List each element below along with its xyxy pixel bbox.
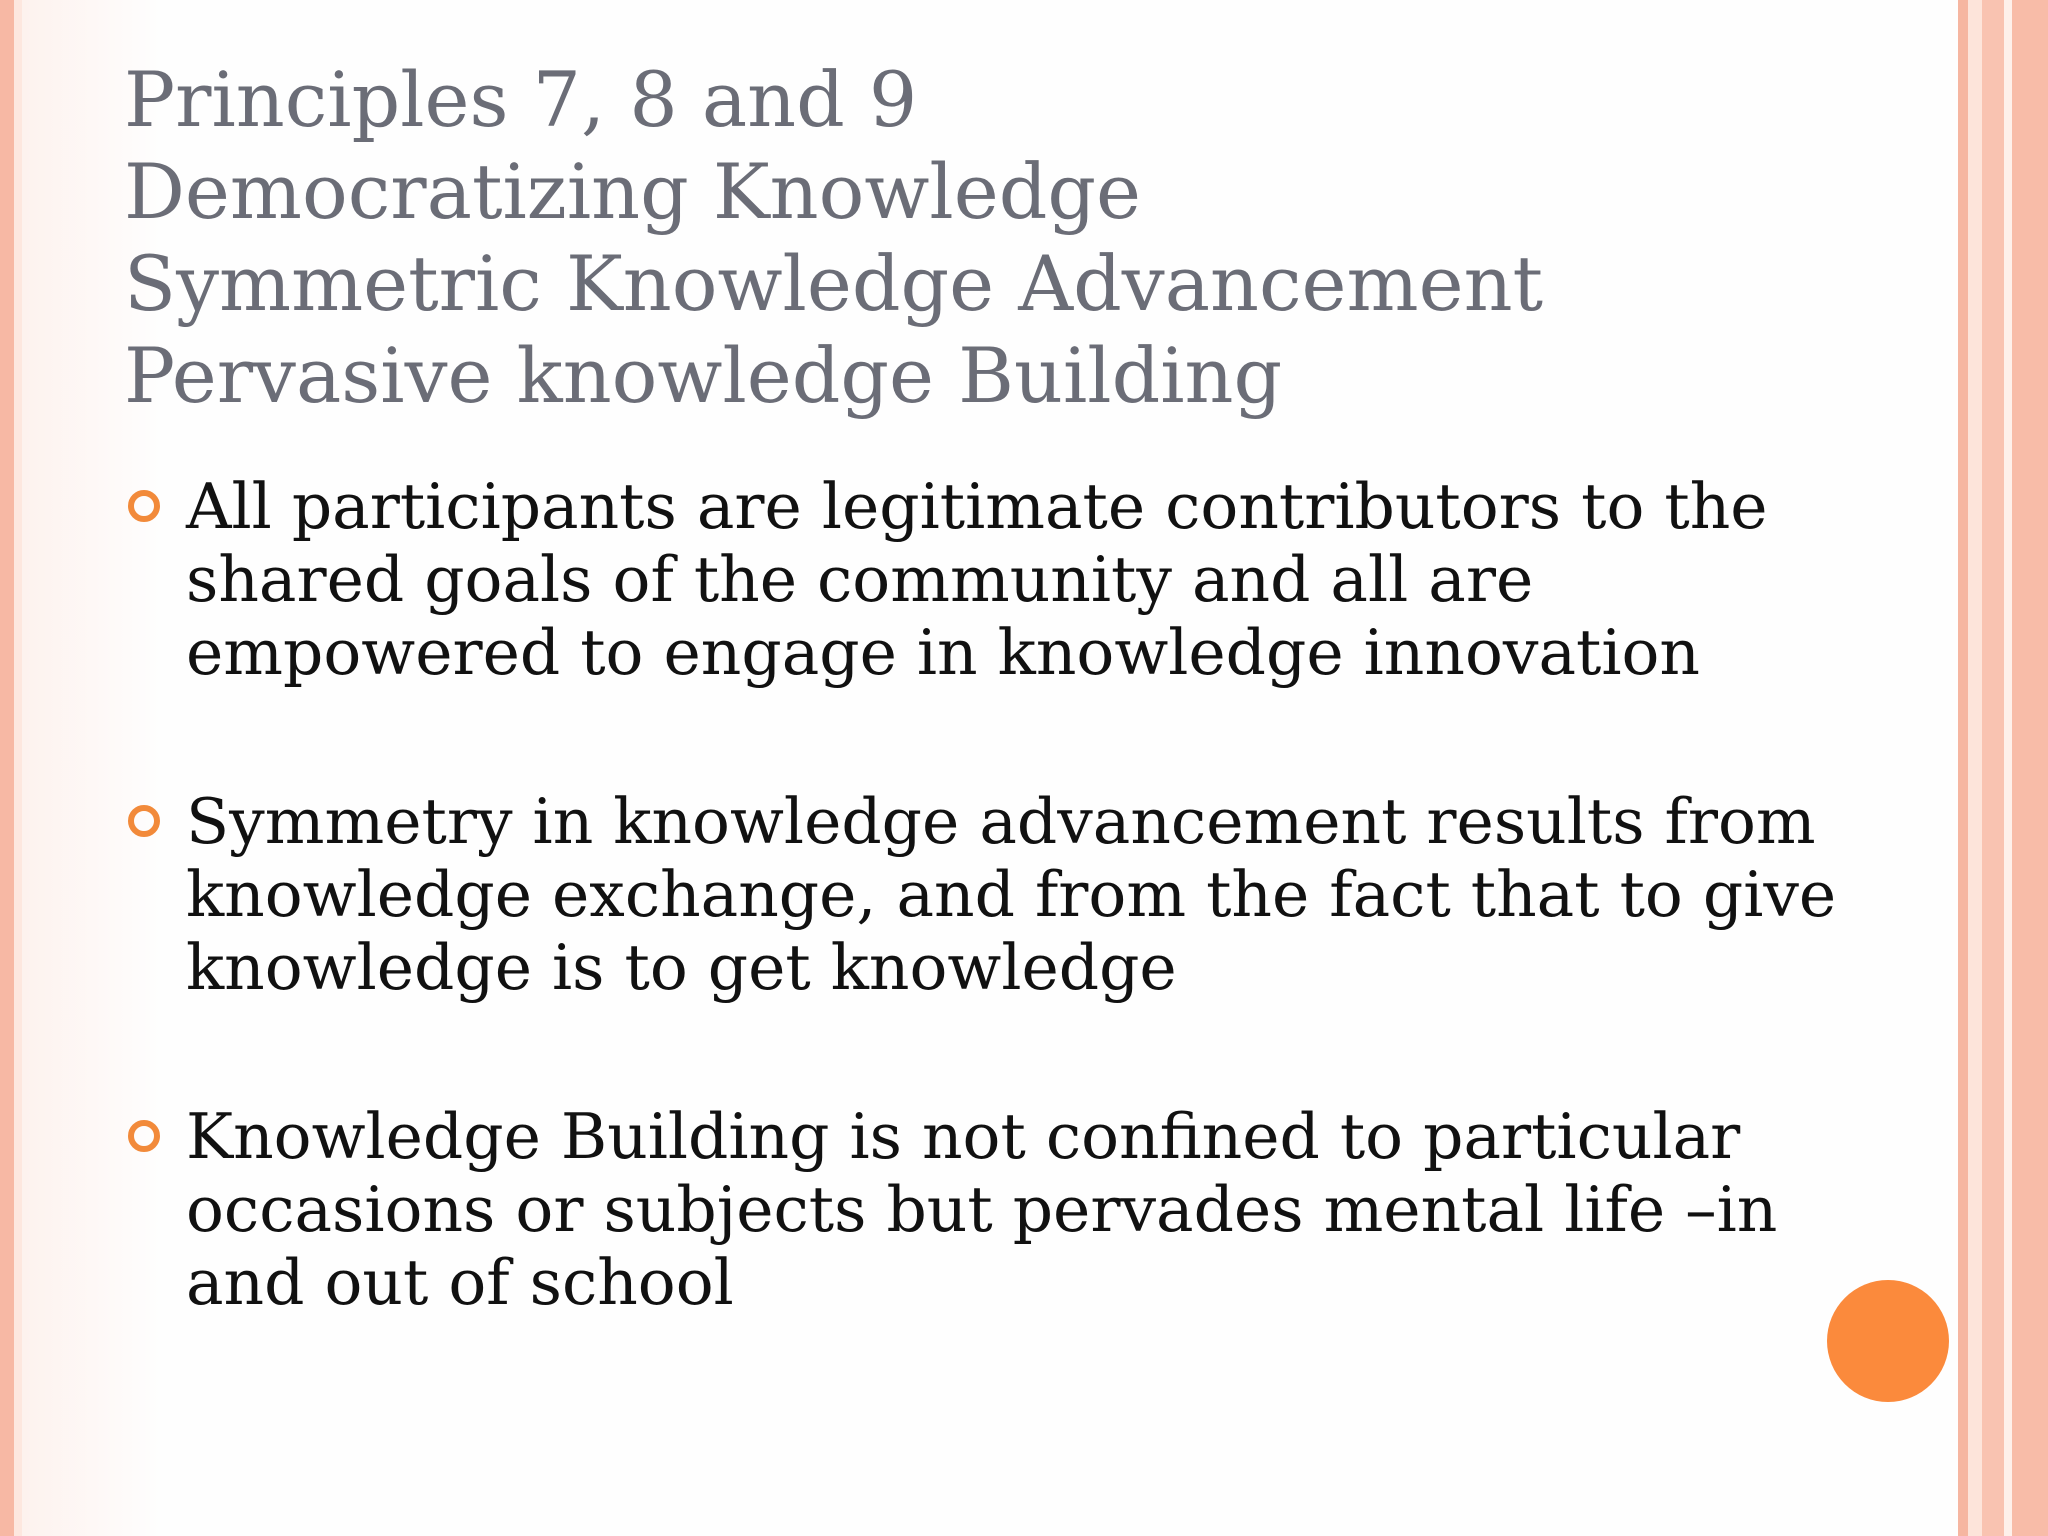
circle-ring-icon xyxy=(128,805,160,837)
circle-ring-icon xyxy=(128,1120,160,1152)
bullet-item-democratizing xyxy=(124,470,1844,689)
right-accent-stripe xyxy=(1958,0,1968,1536)
title-line-1: Principles 7, 8 and 9 xyxy=(124,55,918,144)
circle-ring-icon xyxy=(128,490,160,522)
left-accent-stripe xyxy=(0,0,14,1536)
bullet-text: Knowledge Building is not confined to particular occasions or subjects but pervades mental life –in and out of school xyxy=(186,1100,1778,1319)
bullet-item-symmetry xyxy=(124,785,1844,1004)
left-accent-stripe-light xyxy=(14,0,22,1536)
right-accent-stripe-pale xyxy=(2004,0,2012,1536)
title-line-3: Symmetric Knowledge Advancement xyxy=(124,239,1544,328)
right-accent-stripe-outer xyxy=(2012,0,2048,1536)
bullet-text: All participants are legitimate contributors to the shared goals of the community and all are empowered to engage in knowledge innovation xyxy=(186,470,1768,689)
bullet-list xyxy=(124,470,1844,1415)
orange-dot-icon xyxy=(1827,1280,1949,1402)
right-accent-stripe-light xyxy=(1968,0,1982,1536)
right-accent-stripe-mid xyxy=(1982,0,2004,1536)
title-line-2: Democratizing Knowledge xyxy=(124,147,1141,236)
slide-title xyxy=(124,54,1924,422)
title-line-4: Pervasive knowledge Building xyxy=(124,331,1283,420)
bullet-text: Symmetry in knowledge advancement results from knowledge exchange, and from the fact that to give knowledge is to get knowledge xyxy=(186,785,1837,1004)
bullet-item-pervasive xyxy=(124,1100,1844,1319)
